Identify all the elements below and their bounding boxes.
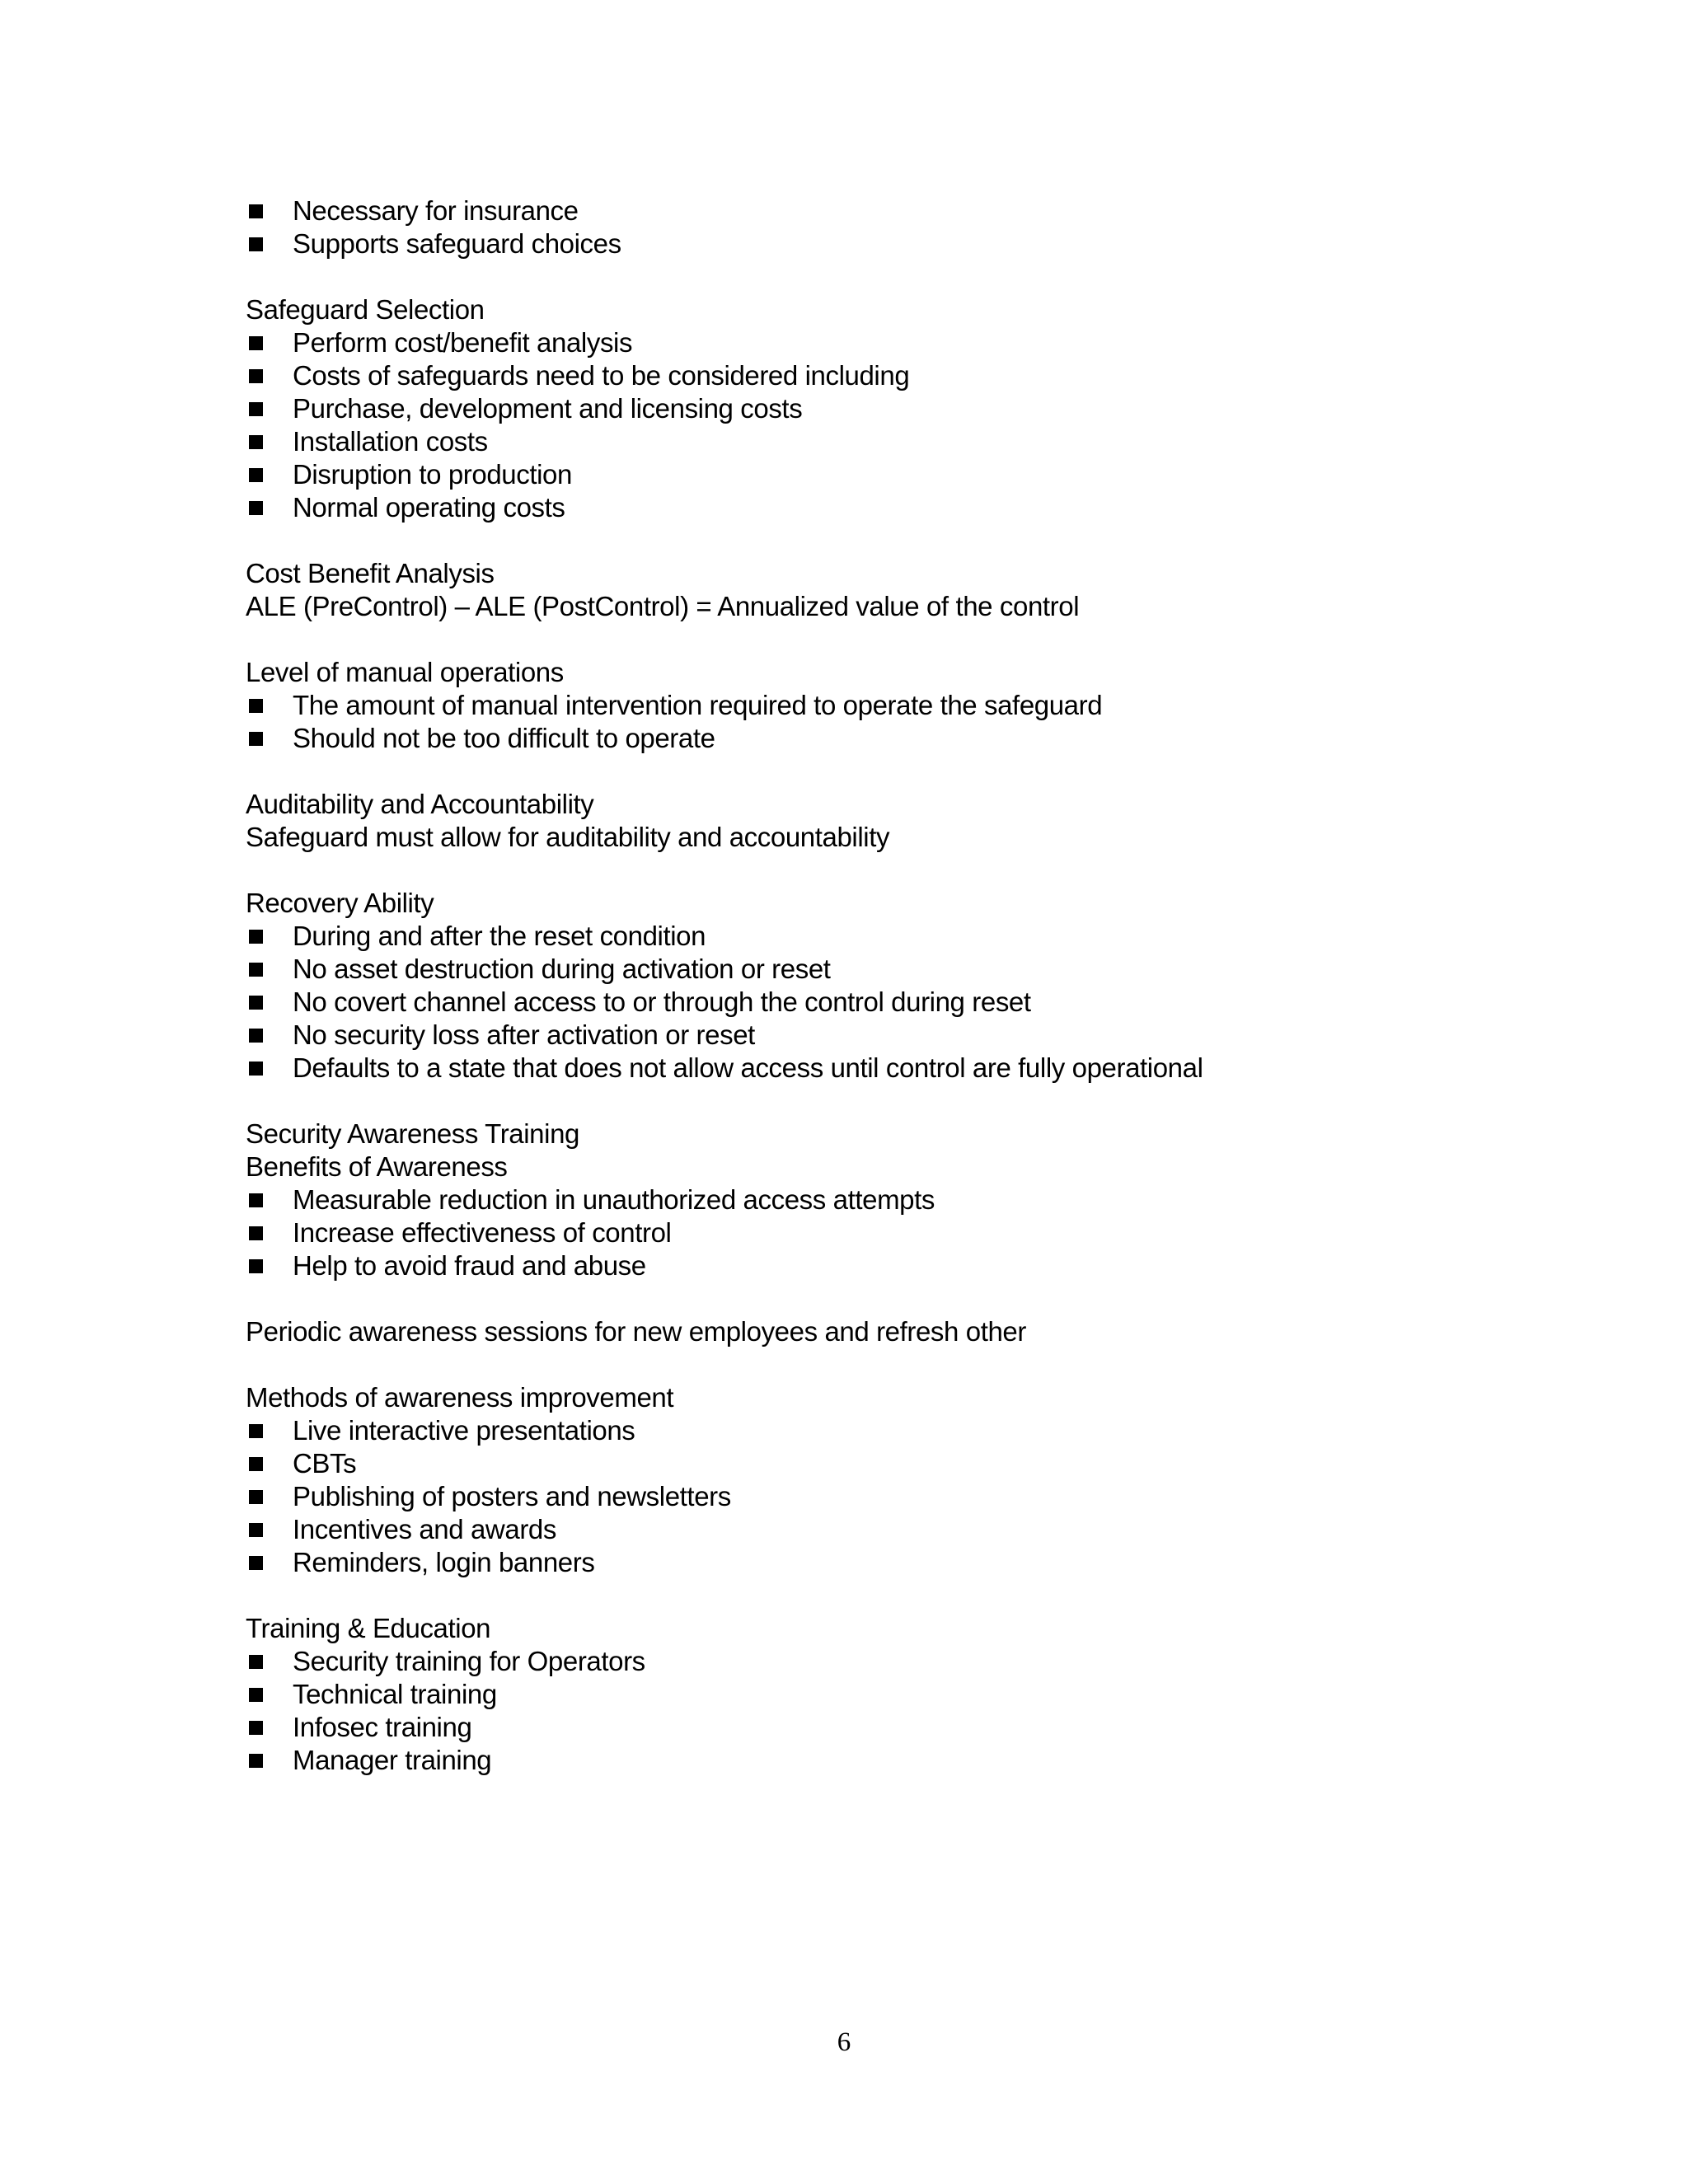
- list-item-text: Technical training: [293, 1679, 497, 1709]
- list-item: [246, 458, 1482, 491]
- section: [246, 293, 1482, 524]
- square-bullet-icon: [249, 963, 263, 977]
- section: [246, 887, 1482, 1085]
- bullet-list: [246, 920, 1482, 1085]
- list-item-text: The amount of manual intervention required to operate the safeguard: [293, 690, 1103, 720]
- square-bullet-icon: [249, 501, 263, 515]
- square-bullet-icon: [249, 468, 263, 482]
- list-item: [246, 1678, 1482, 1711]
- square-bullet-icon: [249, 1754, 263, 1768]
- section-heading: Safeguard Selection: [246, 294, 485, 325]
- list-item-text: Manager training: [293, 1745, 492, 1775]
- list-item-text: Defaults to a state that does not allow access until control are fully operational: [293, 1052, 1203, 1083]
- list-item: [246, 425, 1482, 458]
- list-item: [246, 722, 1482, 755]
- square-bullet-icon: [249, 204, 263, 218]
- square-bullet-icon: [249, 1457, 263, 1471]
- section-heading: Security Awareness Training: [246, 1118, 579, 1149]
- list-item-text: Normal operating costs: [293, 492, 565, 523]
- list-item: [246, 1249, 1482, 1282]
- square-bullet-icon: [249, 336, 263, 350]
- square-bullet-icon: [249, 1688, 263, 1702]
- square-bullet-icon: [249, 996, 263, 1010]
- square-bullet-icon: [249, 699, 263, 713]
- section: [246, 557, 1482, 623]
- section-text: Benefits of Awareness: [246, 1151, 508, 1182]
- list-item-text: Security training for Operators: [293, 1646, 645, 1676]
- square-bullet-icon: [249, 1259, 263, 1273]
- list-item-text: Costs of safeguards need to be considered including: [293, 360, 910, 391]
- square-bullet-icon: [249, 435, 263, 449]
- section-heading: Recovery Ability: [246, 888, 434, 918]
- square-bullet-icon: [249, 1556, 263, 1570]
- list-item: [246, 1447, 1482, 1480]
- list-item: [246, 194, 1482, 227]
- list-item: [246, 1216, 1482, 1249]
- section: [246, 1118, 1482, 1282]
- list-item-text: CBTs: [293, 1448, 357, 1479]
- section: [246, 656, 1482, 755]
- list-item: [246, 1183, 1482, 1216]
- section: [246, 1612, 1482, 1777]
- square-bullet-icon: [249, 369, 263, 383]
- list-item: [246, 1711, 1482, 1744]
- list-item: [246, 1052, 1482, 1085]
- section-heading: Cost Benefit Analysis: [246, 558, 495, 588]
- section-text: ALE (PreControl) – ALE (PostControl) = Annualized value of the control: [246, 591, 1080, 621]
- list-item: [246, 392, 1482, 425]
- section-heading: Training & Education: [246, 1613, 491, 1643]
- list-item-text: Supports safeguard choices: [293, 228, 621, 259]
- square-bullet-icon: [249, 1655, 263, 1669]
- section: [246, 1315, 1482, 1348]
- square-bullet-icon: [249, 1226, 263, 1240]
- page-number: 6: [837, 2027, 851, 2057]
- list-item: [246, 1414, 1482, 1447]
- list-item-text: Reminders, login banners: [293, 1547, 595, 1577]
- square-bullet-icon: [249, 402, 263, 416]
- list-item-text: No covert channel access to or through the control during reset: [293, 987, 1031, 1017]
- bullet-list: [246, 1645, 1482, 1777]
- list-item-text: Help to avoid fraud and abuse: [293, 1250, 646, 1281]
- section-heading: Periodic awareness sessions for new employees and refresh other: [246, 1316, 1026, 1347]
- list-item: [246, 326, 1482, 359]
- list-item-text: Should not be too difficult to operate: [293, 723, 715, 753]
- section: [246, 1381, 1482, 1579]
- list-item-text: Perform cost/benefit analysis: [293, 327, 633, 358]
- list-item: [246, 1513, 1482, 1546]
- square-bullet-icon: [249, 237, 263, 251]
- list-item: [246, 1744, 1482, 1777]
- section-heading: Auditability and Accountability: [246, 789, 594, 819]
- list-item-text: Incentives and awards: [293, 1514, 556, 1544]
- list-item-text: During and after the reset condition: [293, 921, 706, 951]
- square-bullet-icon: [249, 1062, 263, 1076]
- list-item-text: Installation costs: [293, 426, 488, 457]
- square-bullet-icon: [249, 1523, 263, 1537]
- square-bullet-icon: [249, 1721, 263, 1735]
- list-item-text: Increase effectiveness of control: [293, 1217, 672, 1248]
- list-item-text: No asset destruction during activation or reset: [293, 954, 831, 984]
- section-heading: Methods of awareness improvement: [246, 1382, 674, 1413]
- section-heading: Level of manual operations: [246, 657, 564, 687]
- list-item-text: No security loss after activation or reset: [293, 1019, 755, 1050]
- square-bullet-icon: [249, 1424, 263, 1438]
- list-item: [246, 1480, 1482, 1513]
- bullet-list: [246, 1414, 1482, 1579]
- section: [246, 194, 1482, 260]
- bullet-list: [246, 326, 1482, 524]
- square-bullet-icon: [249, 732, 263, 746]
- list-item-text: Publishing of posters and newsletters: [293, 1481, 731, 1511]
- list-item: [246, 359, 1482, 392]
- section-text: Safeguard must allow for auditability and accountability: [246, 822, 890, 852]
- list-item: [246, 1019, 1482, 1052]
- list-item: [246, 1645, 1482, 1678]
- list-item-text: Measurable reduction in unauthorized access attempts: [293, 1184, 935, 1215]
- square-bullet-icon: [249, 930, 263, 944]
- square-bullet-icon: [249, 1193, 263, 1207]
- list-item-text: Purchase, development and licensing costs: [293, 393, 803, 424]
- list-item-text: Infosec training: [293, 1712, 472, 1742]
- list-item: [246, 986, 1482, 1019]
- square-bullet-icon: [249, 1490, 263, 1504]
- list-item-text: Disruption to production: [293, 459, 572, 490]
- section: [246, 788, 1482, 854]
- list-item: [246, 689, 1482, 722]
- list-item: [246, 920, 1482, 953]
- list-item: [246, 227, 1482, 260]
- list-item: [246, 1546, 1482, 1579]
- bullet-list: [246, 1183, 1482, 1282]
- bullet-list: [246, 689, 1482, 755]
- list-item-text: Necessary for insurance: [293, 195, 579, 226]
- bullet-list: [246, 194, 1482, 260]
- page-content: [246, 194, 1482, 1777]
- list-item-text: Live interactive presentations: [293, 1415, 635, 1446]
- square-bullet-icon: [249, 1029, 263, 1043]
- list-item: [246, 953, 1482, 986]
- list-item: [246, 491, 1482, 524]
